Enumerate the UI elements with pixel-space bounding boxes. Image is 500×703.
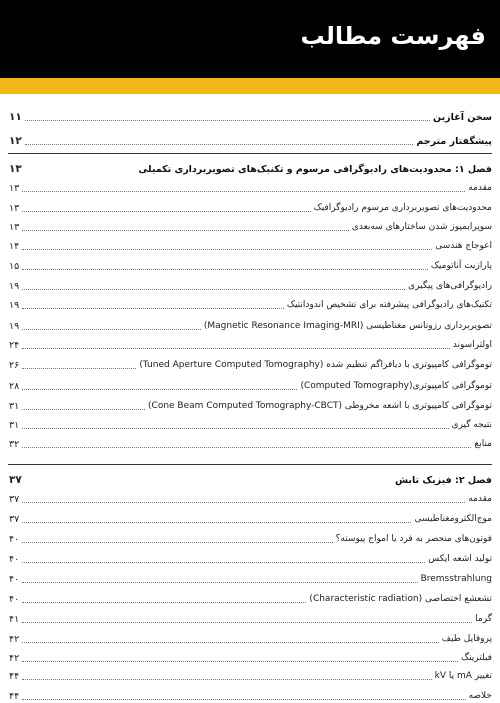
toc-page-number: ۱۵	[9, 261, 20, 272]
toc-page-number: ۳۱	[9, 401, 20, 412]
toc-entry-title: تکنیک‌های رادیوگرافی پیشرفته برای تشخیص اندودانتیک	[286, 300, 492, 310]
header-accent-band	[0, 78, 500, 94]
toc-entry-title: Bremsstrahlung	[420, 574, 492, 584]
toc-entry-title: گرما	[475, 614, 492, 624]
toc-entry-row[interactable]	[8, 663, 492, 683]
dot-leader	[22, 521, 411, 523]
toc-page-number: ۱۹	[9, 300, 20, 311]
toc-page-number: ۱۳	[9, 183, 20, 194]
toc-page-number: ۴۲	[9, 634, 20, 645]
toc-page-number: ۲۶	[9, 360, 20, 371]
toc-entry-row[interactable]	[8, 313, 492, 333]
toc-entry-row[interactable]	[8, 373, 492, 393]
dot-leader	[22, 541, 332, 543]
toc-page-number: ۱۲	[9, 135, 22, 147]
toc-entry-title: مقدمه	[468, 183, 492, 193]
toc-entry-title: سوپرایمپوز شدن ساختارهای سه‌بعدی	[351, 222, 492, 232]
toc-page-number: ۱۹	[9, 281, 20, 292]
table-of-contents	[0, 100, 500, 700]
toc-entry-title: فوتون‌های منحصر به فرد یا امواج پیوسته؟	[335, 534, 492, 544]
toc-entry-row[interactable]	[8, 273, 492, 293]
toc-entry-row[interactable]	[8, 606, 492, 626]
toc-entry-row[interactable]	[8, 566, 492, 586]
toc-page-number: ۴۰	[9, 574, 20, 585]
dot-leader	[25, 119, 430, 121]
dot-leader	[22, 307, 284, 309]
dot-leader	[22, 581, 417, 583]
toc-page-number: ۳۷	[9, 494, 20, 505]
dot-leader	[22, 641, 439, 643]
toc-entry-title: موج‌الکترومغناطیسی	[414, 514, 492, 524]
toc-entry-row[interactable]	[8, 526, 492, 546]
dot-leader	[22, 367, 136, 369]
dot-leader	[22, 210, 310, 212]
toc-page-number: ۱۳	[9, 222, 20, 233]
toc-entry-title: اعوجاج هندسی	[435, 241, 492, 251]
toc-entry-title: سخن آغازین	[433, 112, 492, 123]
dot-leader	[22, 561, 425, 563]
toc-entry-title: تشعشع اختصاصی (Characteristic radiation)	[309, 594, 492, 604]
toc-entry-row[interactable]	[8, 104, 492, 124]
toc-page-number: ۳۲	[9, 439, 20, 450]
toc-entry-title: توموگرافی کامپیوتری(Computed Tomography)	[300, 381, 492, 391]
dot-leader	[22, 190, 465, 192]
dot-leader	[22, 288, 405, 290]
dot-leader	[25, 143, 414, 145]
dot-leader	[25, 172, 136, 173]
toc-page-number: ۲۴	[9, 340, 20, 351]
toc-page-number: ۴۴	[9, 691, 20, 702]
toc-page-number: ۳۱	[9, 420, 20, 431]
toc-page-number: ۱۳	[9, 203, 20, 214]
toc-entry-title: تغییر mA یا kV	[434, 671, 492, 681]
toc-entry-row[interactable]	[8, 233, 492, 253]
dot-leader	[25, 483, 392, 484]
toc-entry-row[interactable]	[8, 214, 492, 234]
dot-leader	[22, 427, 448, 429]
toc-page-number: ۱۹	[9, 321, 20, 332]
toc-entry-row[interactable]	[8, 292, 492, 312]
toc-entry-row[interactable]	[8, 412, 492, 432]
toc-entry-title: منابع	[474, 439, 492, 449]
toc-entry-title: پارازیت آناتومیک	[430, 261, 492, 271]
dot-leader	[22, 660, 458, 662]
dot-leader	[22, 268, 428, 270]
toc-entry-title: توموگرافی کامپیوتری با دیافراگم تنظیم شده (Tuned Aperture Computed Tomography)	[139, 360, 492, 370]
toc-entry-title: مقدمه	[468, 494, 492, 504]
dot-leader	[22, 678, 431, 680]
toc-entry-row[interactable]	[8, 586, 492, 606]
toc-entry-title: فیلترینگ	[461, 653, 492, 663]
toc-entry-row[interactable]	[8, 683, 492, 703]
toc-entry-row[interactable]	[8, 175, 492, 195]
toc-page-number: ۴۴	[9, 671, 20, 682]
toc-entry-title: فصل ۲: فیزیک تابش	[394, 475, 492, 486]
toc-chapter-row[interactable]	[8, 153, 492, 176]
toc-entry-title: پیشگفتار مترجم	[416, 136, 492, 147]
toc-entry-title: فصل ۱: محدودیت‌های رادیوگرافی مرسوم و تکنیک‌های تصویربرداری تکمیلی	[138, 164, 492, 175]
toc-page-number: ۳۷	[9, 474, 22, 486]
toc-page-number: ۱۱	[9, 111, 22, 123]
toc-page-number: ۴۱	[9, 614, 20, 625]
toc-entry-row[interactable]	[8, 352, 492, 372]
toc-page-number: ۳۷	[9, 514, 20, 525]
toc-page-number: ۴۰	[9, 554, 20, 565]
toc-page-number: ۴۰	[9, 594, 20, 605]
dot-leader	[22, 388, 297, 390]
toc-entry-row[interactable]	[8, 332, 492, 352]
toc-page-number: ۲۸	[9, 381, 20, 392]
page-title: فهرست مطالب	[300, 22, 486, 50]
toc-page-number: ۴۰	[9, 534, 20, 545]
dot-leader	[22, 248, 432, 250]
dot-leader	[22, 408, 145, 410]
toc-entry-title: رادیوگرافی‌های پیگیری	[408, 281, 492, 291]
toc-entry-row[interactable]	[8, 393, 492, 413]
dot-leader	[22, 328, 201, 330]
toc-entry-row[interactable]	[8, 128, 492, 148]
toc-page-number: ۱۴	[9, 241, 20, 252]
toc-chapter-row[interactable]	[8, 464, 492, 487]
dot-leader	[22, 229, 349, 231]
toc-entry-row[interactable]	[8, 546, 492, 566]
toc-entry-title: خلاصه	[468, 691, 492, 701]
toc-page-number: ۴۲	[9, 653, 20, 664]
toc-entry-title: تولید اشعه ایکس	[428, 554, 492, 564]
dot-leader	[22, 446, 471, 448]
dot-leader	[22, 501, 465, 503]
toc-entry-row[interactable]	[8, 253, 492, 273]
toc-entry-title: نتیجه گیری	[451, 420, 492, 430]
header-bar	[0, 0, 500, 78]
toc-entry-row[interactable]	[8, 431, 492, 451]
dot-leader	[22, 601, 306, 603]
toc-page-number: ۱۳	[9, 163, 22, 175]
toc-entry-row[interactable]	[8, 506, 492, 526]
toc-entry-title: توموگرافی کامپیوتری با اشعه مخروطی (Cone Beam Computed Tomography-CBCT)	[148, 401, 492, 411]
toc-entry-title: تصویربرداری رزونانس مغناطیسی (Magnetic Resonance Imaging-MRI)	[203, 321, 492, 331]
toc-entry-title: پروفایل طیف	[441, 634, 492, 644]
toc-entry-row[interactable]	[8, 195, 492, 215]
toc-entry-row[interactable]	[8, 626, 492, 646]
toc-entry-title: اولتراسوند	[452, 340, 492, 350]
dot-leader	[22, 347, 450, 349]
dot-leader	[22, 621, 472, 623]
toc-entry-title: محدودیت‌های تصویربرداری مرسوم رادیوگرافیک	[313, 203, 492, 213]
toc-entry-row[interactable]	[8, 486, 492, 506]
toc-entry-row[interactable]	[8, 645, 492, 665]
